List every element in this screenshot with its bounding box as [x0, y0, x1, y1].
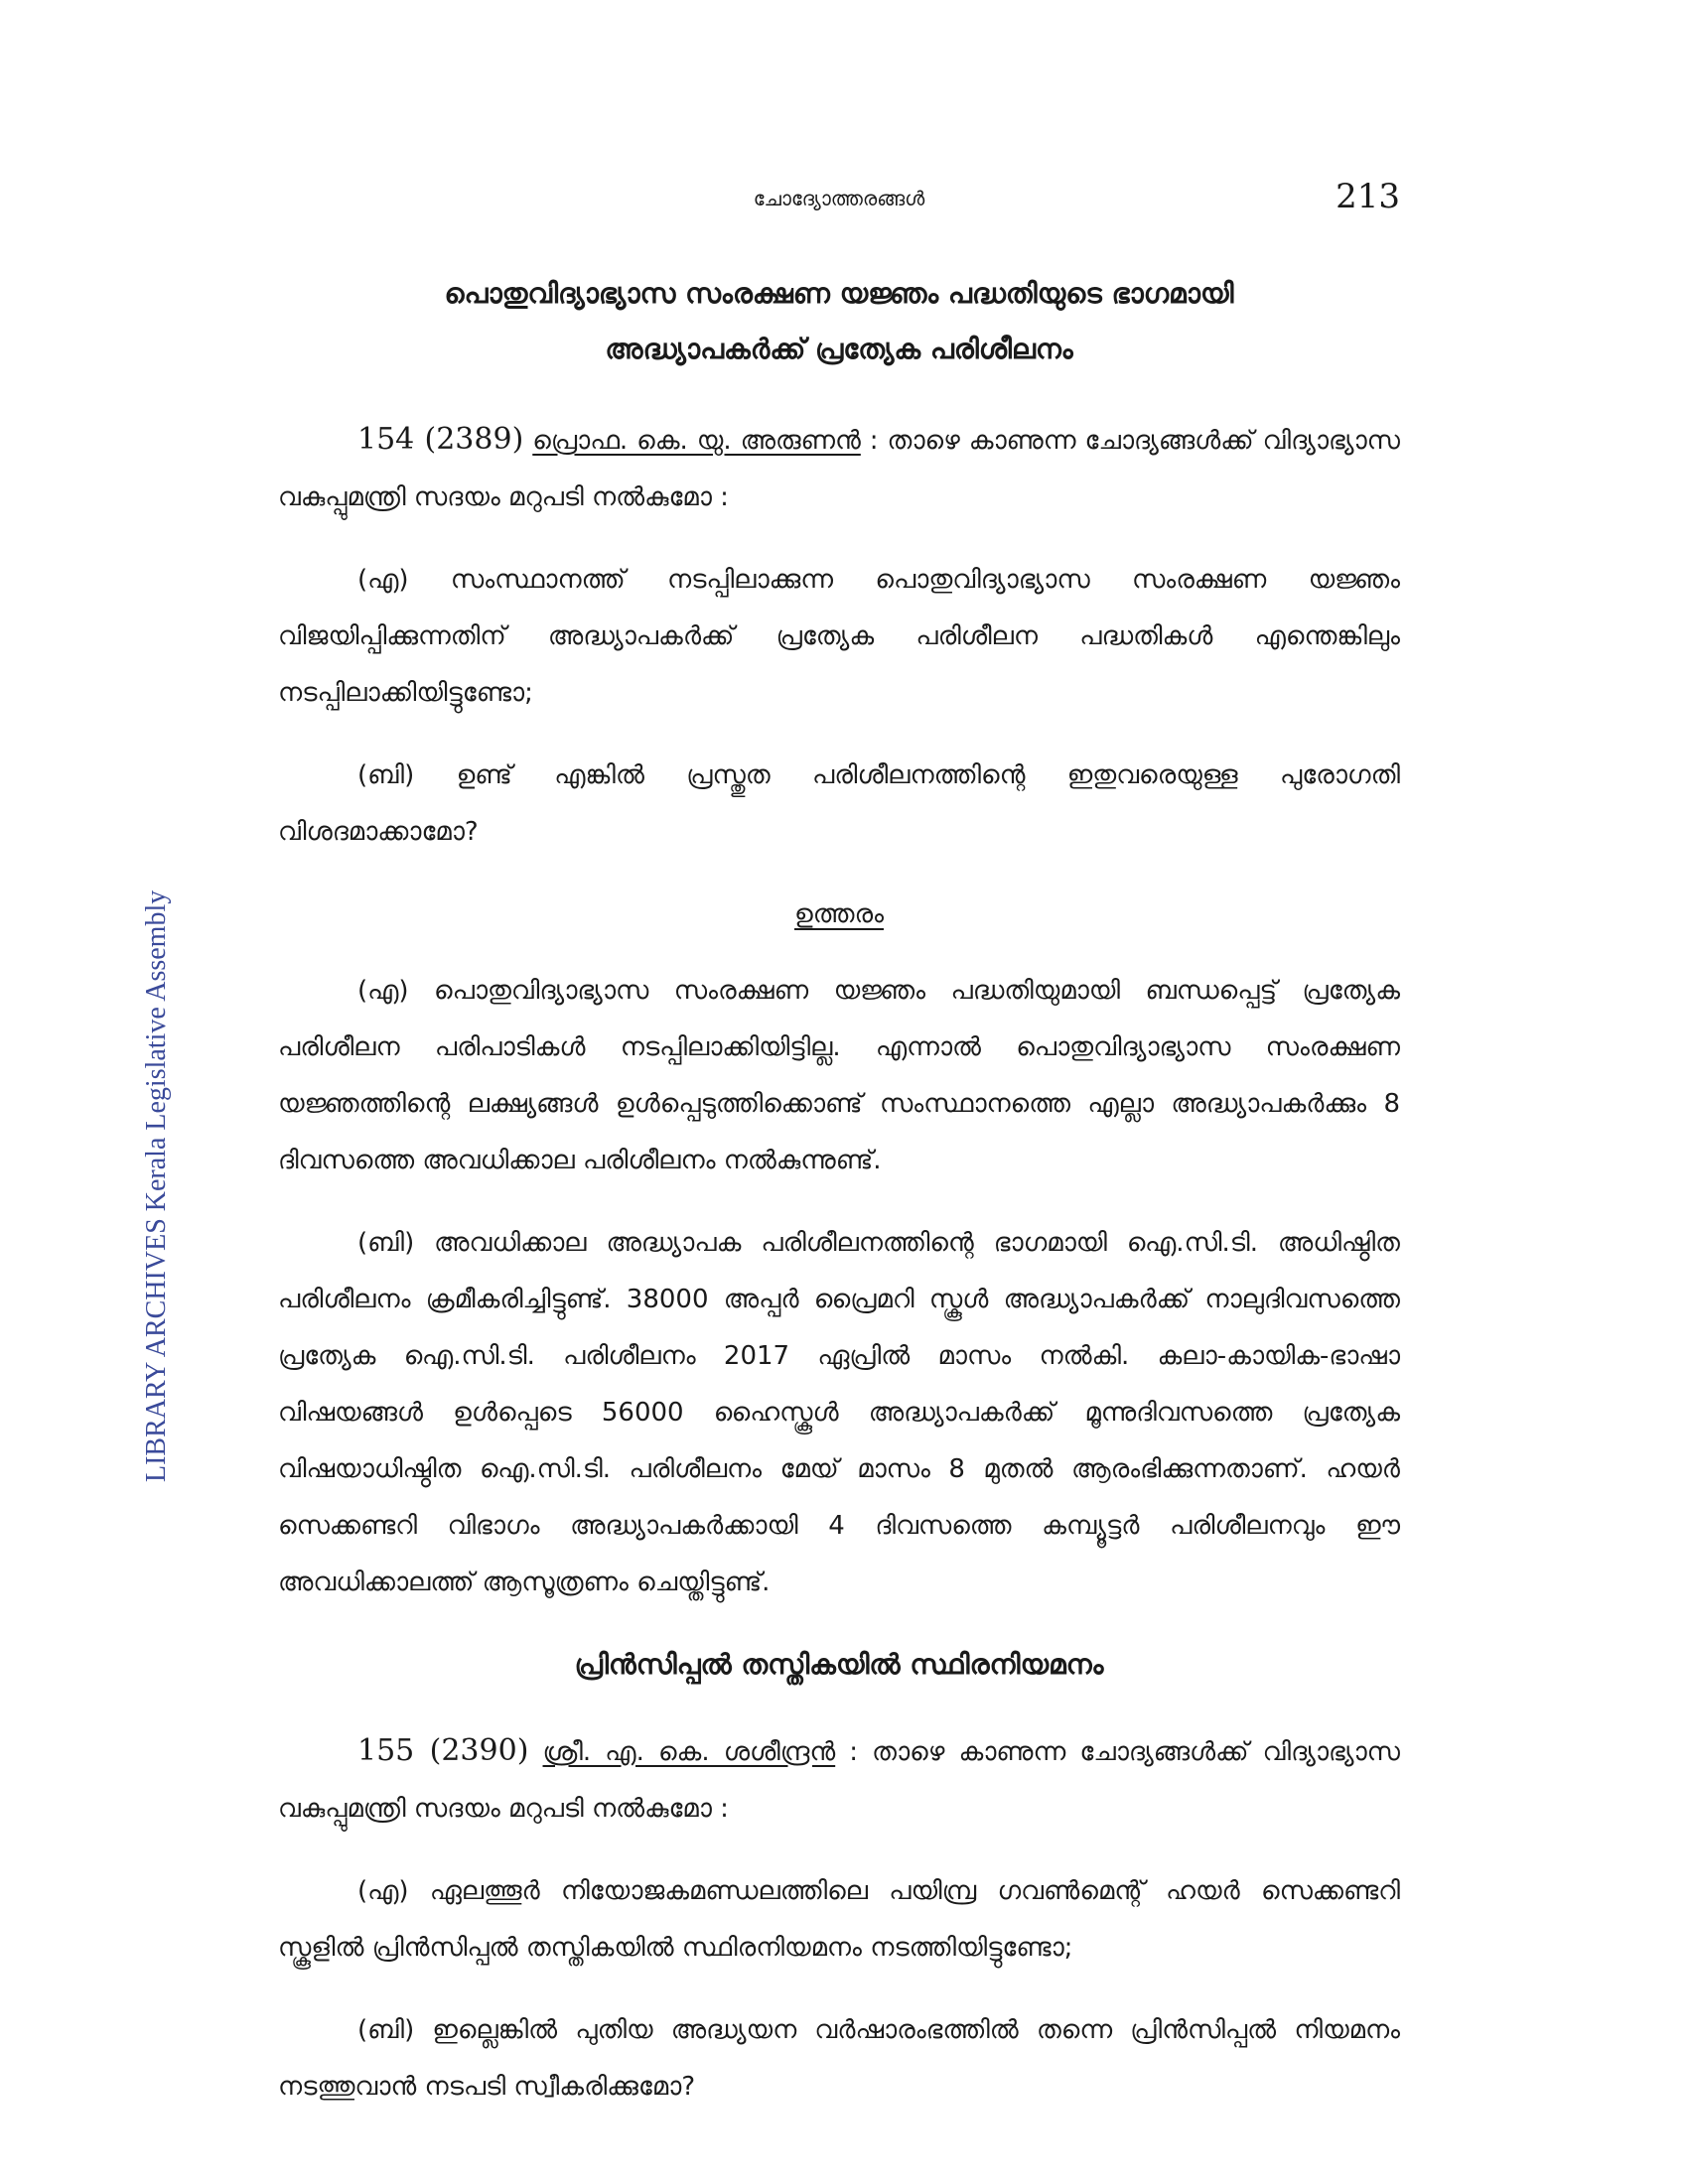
page-number: 213 [1336, 177, 1400, 216]
section-1-heading-line-1: പൊതുവിദ്യാഭ്യാസ സംരക്ഷണ യജ്ഞം പദ്ധതിയുടെ ഭാഗമായി [444, 277, 1234, 310]
member-name: ശ്രീ. എ. കെ. ശശീന്ദ്രൻ [542, 1737, 836, 1767]
question-154-intro [278, 411, 1400, 526]
question-154-part-b: (ബി) ഉണ്ട് എങ്കിൽ പ്രസ്തുത പരിശീലനത്തിന്റെ ഇതുവരെയുള്ള പുരോഗതി വിശദമാക്കാമോ? [278, 760, 1400, 847]
archive-sidebar-text: LIBRARY ARCHIVES Kerala Legislative Assembly [141, 889, 172, 1482]
section-2-heading: പ്രിൻസിപ്പൽ തസ്തികയിൽ സ്ഥിരനിയമനം [574, 1648, 1104, 1681]
question-number: 154 (2389) [357, 422, 524, 457]
answer-label-text: ഉത്തരം [794, 899, 884, 929]
answer-154-part-b: (ബി) അവധിക്കാല അദ്ധ്യാപക പരിശീലനത്തിന്റെ ഭാഗമായി ഐ.സി.ടി. അധിഷ്ഠിത പരിശീലനം ക്രമീകരിച്ചിട്ടുണ്ട്. 38000 അപ്പർ പ്രൈമറി സ്കൂൾ അദ്ധ്യാപകർക്ക് നാലുദിവസത്തെ പ്രത്യേക ഐ.സി.ടി. പരിശീലനം 2017 ഏപ്രിൽ മാസം നൽകി. കലാ-കായിക-ഭാഷാ വിഷയങ്ങൾ ഉൾപ്പെടെ 56000 ഹൈസ്കൂൾ അദ്ധ്യാപകർക്ക് മൂന്നുദിവസത്തെ പ്രത്യേക വിഷയാധിഷ്ഠിത ഐ.സി.ടി. പരിശീലനം മേയ് മാസം 8 മുതൽ ആരംഭിക്കുന്നതാണ്. ഹയർ സെക്കണ്ടറി വിഭാഗം അദ്ധ്യാപകർക്കായി 4 ദിവസത്തെ കമ്പ്യൂട്ടർ പരിശീലനവും ഈ അവധിക്കാലത്ത് ആസൂത്രണം ചെയ്തിട്ടുണ്ട്. [278, 1228, 1400, 1597]
running-head [278, 177, 1400, 226]
page-content [278, 266, 1400, 2141]
question-155-intro [278, 1722, 1400, 1838]
question-155-part-a: (എ) ഏലത്തൂർ നിയോജകമണ്ഡലത്തിലെ പയിമ്പ്ര ഗവൺമെന്റ് ഹയർ സെക്കണ്ടറി സ്കൂളിൽ പ്രിൻസിപ്പൽ തസ്തികയിൽ സ്ഥിരനിയമനം നടത്തിയിട്ടുണ്ടോ; [278, 1876, 1400, 1963]
answer-label [278, 887, 1400, 943]
member-name: പ്രൊഫ. കെ. യു. അരുണൻ [532, 426, 861, 456]
running-title: ചോദ്യോത്തരങ്ങൾ [753, 187, 925, 210]
question-intro-text: : താഴെ കാണുന്ന ചോദ്യങ്ങൾക്ക് വിദ്യാഭ്യാസ വകുപ്പുമന്ത്രി സദയം മറുപടി നൽകുമോ : [278, 1737, 1400, 1824]
answer-154-part-a: (എ) പൊതുവിദ്യാഭ്യാസ സംരക്ഷണ യജ്ഞം പദ്ധതിയുമായി ബന്ധപ്പെട്ട് പ്രത്യേക പരിശീലന പരിപാടികൾ നടപ്പിലാക്കിയിട്ടില്ല. എന്നാൽ പൊതുവിദ്യാഭ്യാസ സംരക്ഷണ യജ്ഞത്തിന്റെ ലക്ഷ്യങ്ങൾ ഉൾപ്പെടുത്തിക്കൊണ്ട് സംസ്ഥാനത്തെ എല്ലാ അദ്ധ്യാപകർക്കും 8 ദിവസത്തെ അവധിക്കാല പരിശീലനം നൽകുന്നുണ്ട്. [278, 976, 1400, 1175]
section-1-heading [278, 266, 1400, 377]
question-intro-text: : താഴെ കാണുന്ന ചോദ്യങ്ങൾക്ക് വിദ്യാഭ്യാസ വകുപ്പുമന്ത്രി സദയം മറുപടി നൽകുമോ : [278, 426, 1400, 512]
question-number: 155 (2390) [357, 1733, 529, 1768]
question-154-part-a: (എ) സംസ്ഥാനത്ത് നടപ്പിലാക്കുന്ന പൊതുവിദ്യാഭ്യാസ സംരക്ഷണ യജ്ഞം വിജയിപ്പിക്കുന്നതിന് അദ്ധ്യാപകർക്ക് പ്രത്യേക പരിശീലന പദ്ധതികൾ എന്തെങ്കിലും നടപ്പിലാക്കിയിട്ടുണ്ടോ; [278, 565, 1400, 708]
question-155-part-b: (ബി) ഇല്ലെങ്കിൽ പുതിയ അദ്ധ്യയന വർഷാരംഭത്തിൽ തന്നെ പ്രിൻസിപ്പൽ നിയമനം നടത്തുവാൻ നടപടി സ്വീകരിക്കുമോ? [278, 2015, 1400, 2102]
section-1-heading-line-2: അദ്ധ്യാപകർക്ക് പ്രത്യേക പരിശീലനം [605, 333, 1073, 365]
